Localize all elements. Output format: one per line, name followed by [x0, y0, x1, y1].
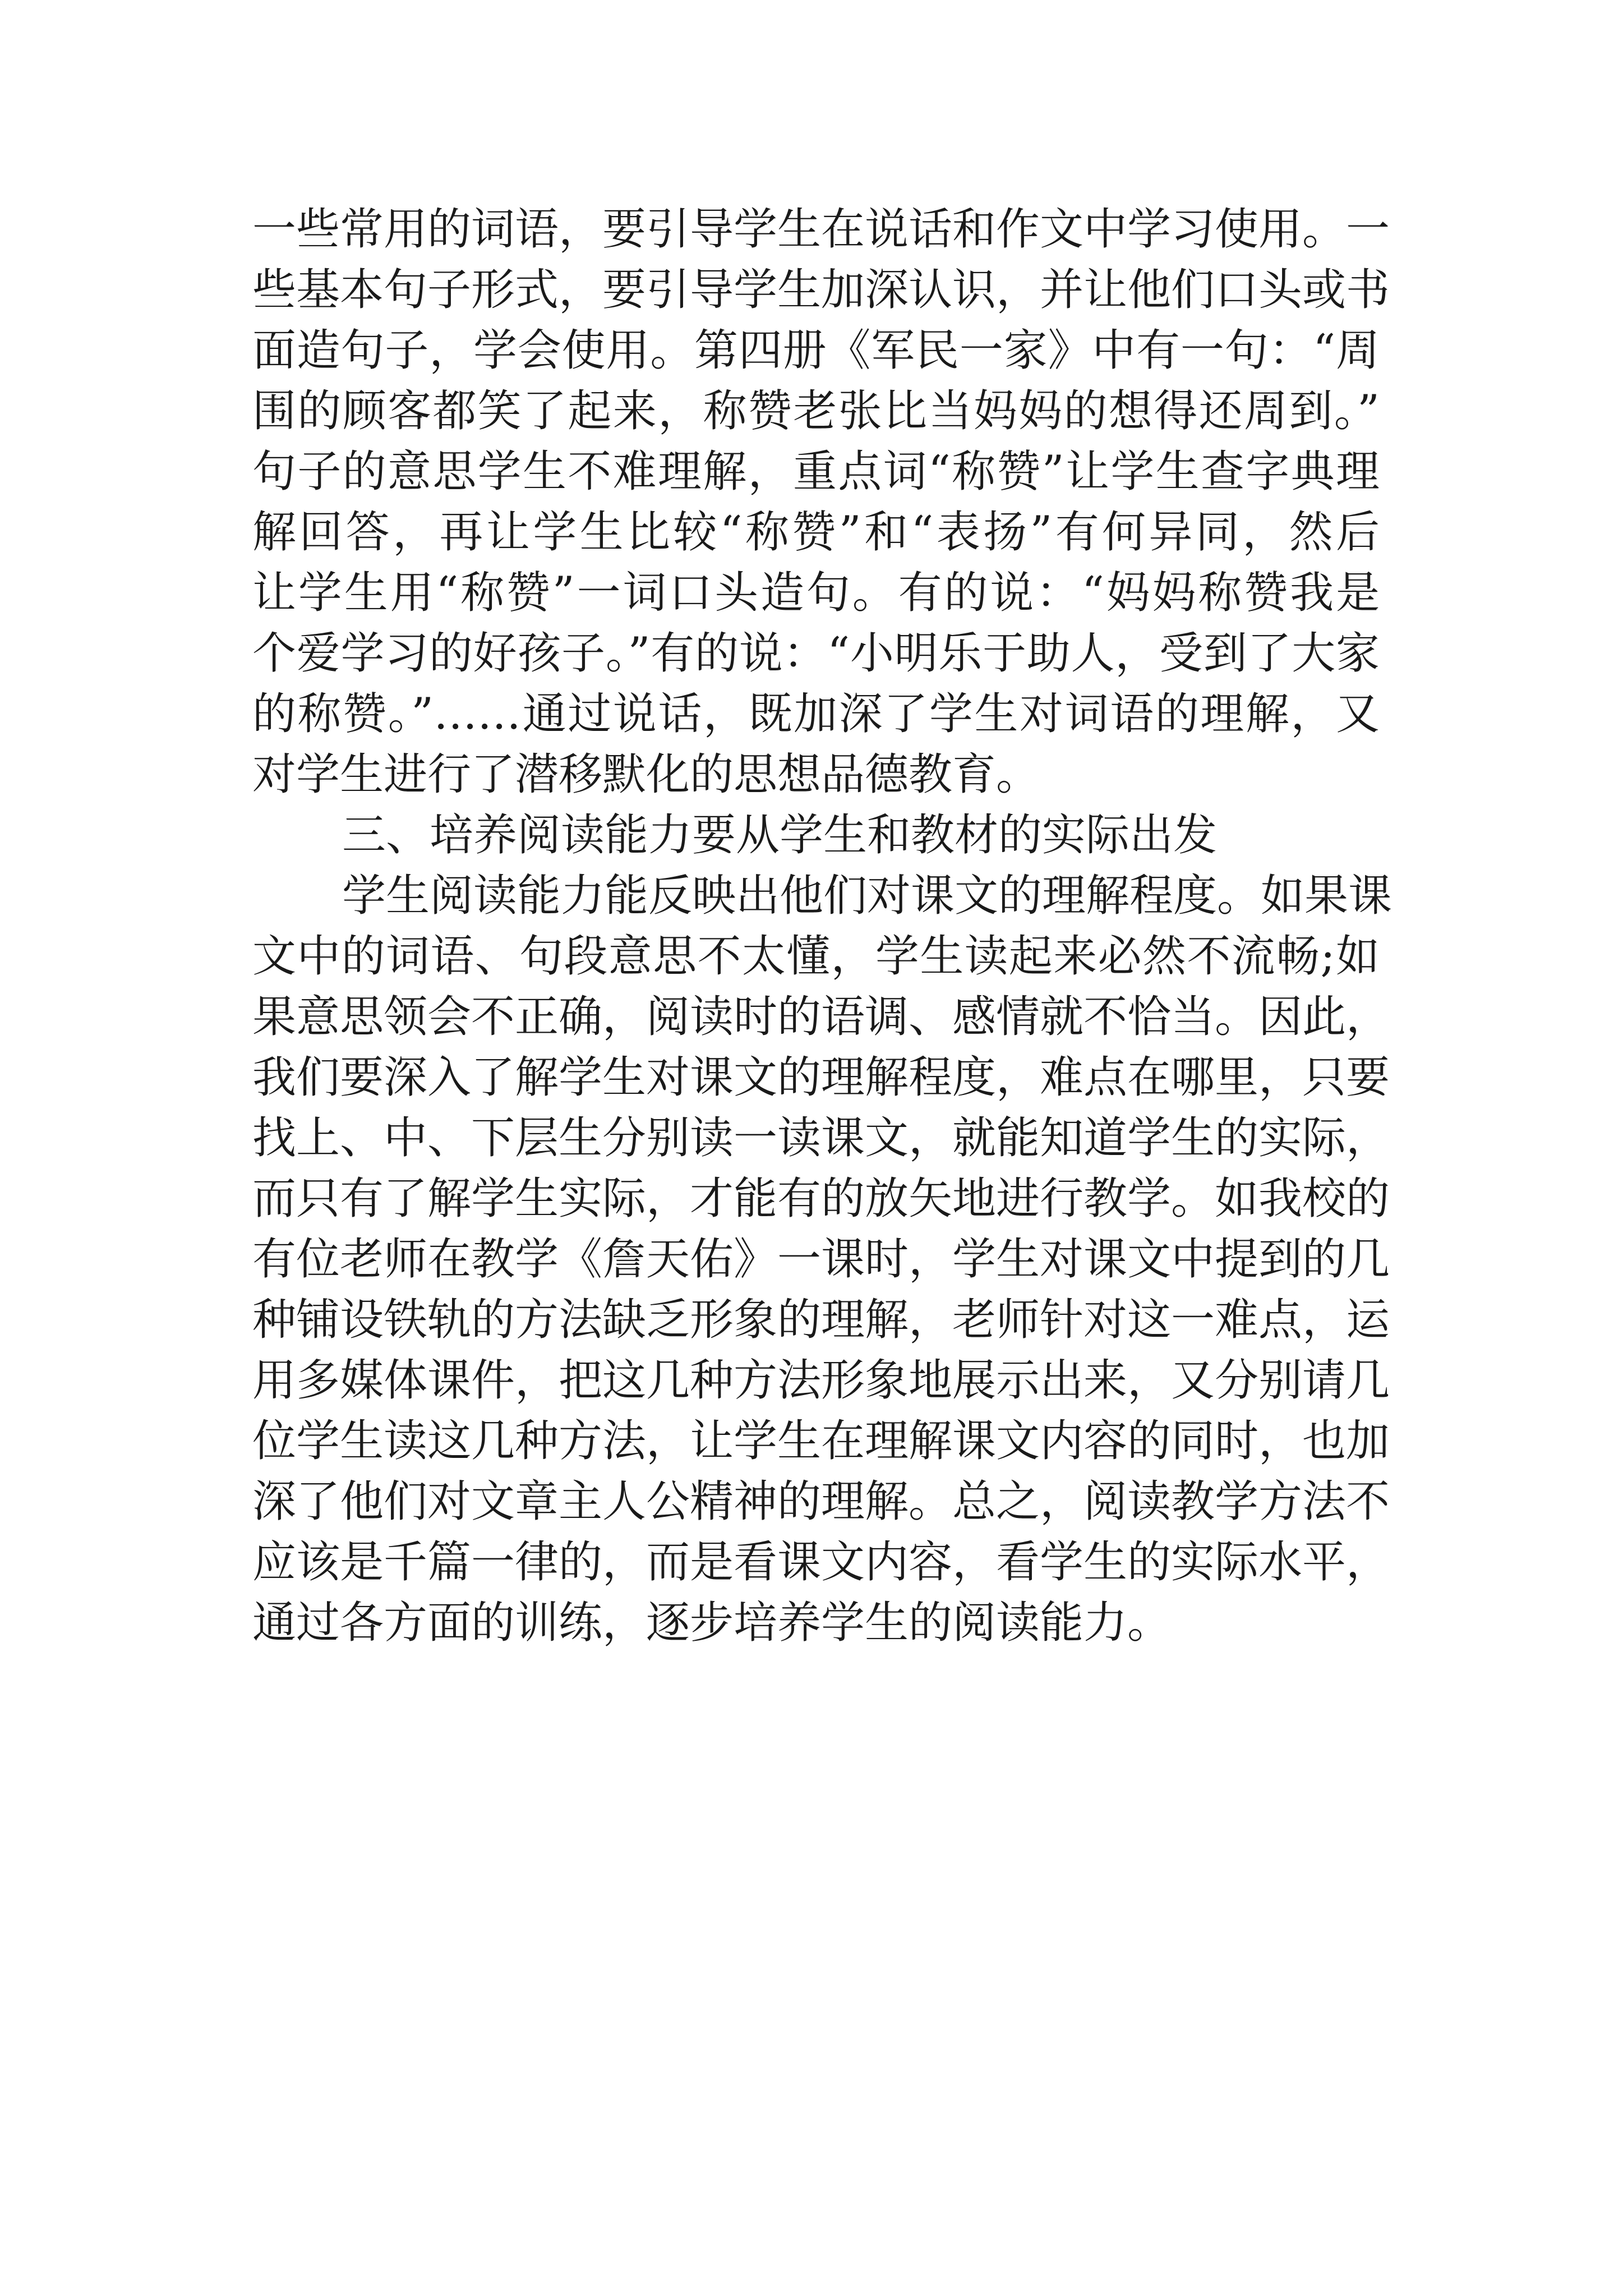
text-line: 我们要深入了解学生对课文的理解程度，难点在哪里，只要 — [252, 1052, 1390, 1103]
text-line: 些基本句子形式，要引导学生加深认识，并让他们口头或书 — [252, 265, 1390, 315]
text-line: 让学生用“称赞”一词口头造句。有的说：“妈妈称赞我是 — [252, 568, 1380, 618]
text-line: 解回答，再让学生比较“称赞”和“表扬”有何异同，然后 — [252, 507, 1380, 558]
text-line: 深了他们对文章主人公精神的理解。总之，阅读教学方法不 — [252, 1476, 1390, 1527]
text-line: 应该是千篇一律的，而是看课文内容，看学生的实际水平， — [252, 1537, 1390, 1588]
text-line: 文中的词语、句段意思不太懂，学生读起来必然不流畅;如 — [252, 931, 1380, 982]
paragraph-last-line: 通过各方面的训练，逐步培养学生的阅读能力。 — [252, 1598, 1172, 1648]
text-line: 位学生读这几种方法，让学生在理解课文内容的同时，也加 — [252, 1416, 1390, 1466]
text-line: 找上、中、下层生分别读一读课文，就能知道学生的实际， — [252, 1113, 1390, 1163]
paragraph-first-line: 学生阅读能力能反映出他们对课文的理解程度。如果课 — [342, 871, 1393, 921]
paragraph-last-line: 对学生进行了潜移默化的思想品德教育。 — [252, 749, 1040, 800]
text-line: 一些常用的词语，要引导学生在说话和作文中学习使用。一 — [252, 204, 1390, 255]
text-line: 句子的意思学生不难理解，重点词“称赞”让学生查字典理 — [252, 447, 1380, 497]
body-text — [252, 199, 1393, 1653]
text-line: 种铺设铁轨的方法缺乏形象的理解，老师针对这一难点，运 — [252, 1295, 1390, 1345]
text-line: 有位老师在教学《詹天佑》一课时，学生对课文中提到的几 — [252, 1234, 1390, 1285]
text-line: 个爱学习的好孩子。”有的说：“小明乐于助人，受到了大家 — [252, 628, 1380, 679]
section-heading: 三、培养阅读能力要从学生和教材的实际出发 — [342, 810, 1218, 861]
text-line: 而只有了解学生实际，才能有的放矢地进行教学。如我校的 — [252, 1174, 1390, 1224]
text-line: 面造句子，学会使用。第四册《军民一家》中有一句：“周 — [252, 325, 1380, 376]
text-line: 的称赞。”……通过说话，既加深了学生对词语的理解，又 — [252, 689, 1380, 739]
text-line: 围的顾客都笑了起来，称赞老张比当妈妈的想得还周到。” — [252, 386, 1380, 436]
text-line: 果意思领会不正确，阅读时的语调、感情就不恰当。因此， — [252, 992, 1390, 1042]
text-line: 用多媒体课件，把这几种方法形象地展示出来，又分别请几 — [252, 1355, 1390, 1406]
